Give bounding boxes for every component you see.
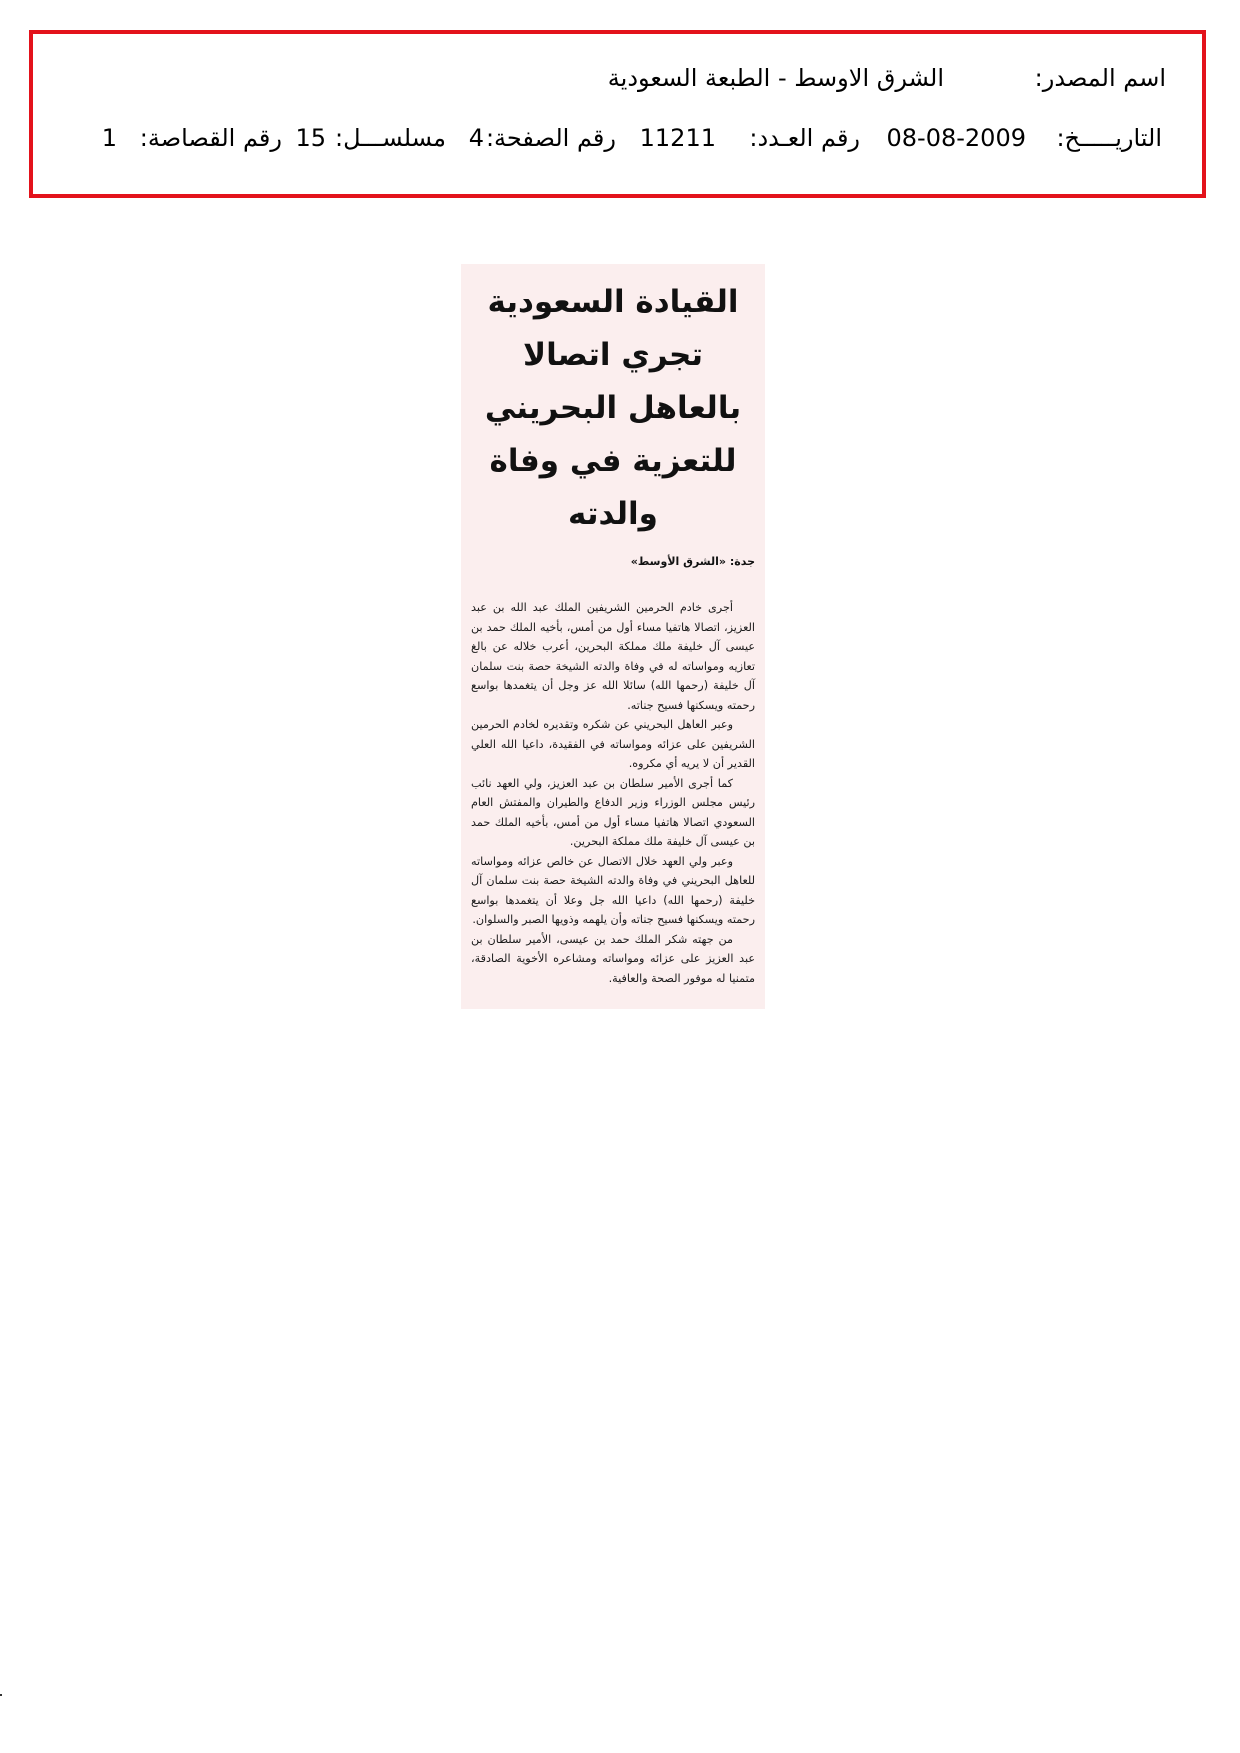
newspaper-clipping [461, 264, 765, 1009]
article-paragraph: وعبر العاهل البحريني عن شكره وتقديره لخادم الحرمين الشريفين على عزائه ومواساته في الفقيدة، داعيا الله العلي القدير أن لا يريه أي مكروه. [471, 718, 755, 770]
date-value: 08-08-2009 [886, 124, 1026, 152]
issue-value: 11211 [639, 124, 716, 152]
article-paragraph: وعبر ولي العهد خلال الاتصال عن خالص عزائه ومواساته للعاهل البحريني في وفاة والدته الشيخة حصة بنت سلمان آل خليفة (رحمها الله) داعيا الله جل وعلا أن يتغمدها بواسع رحمته ويسكنها فسيح جناته وأن يلهمه وذويها الصبر والسلوان. [471, 854, 755, 926]
page-label: رقم الصفحة: [485, 124, 616, 152]
article-paragraph: أجرى خادم الحرمين الشريفين الملك عبد الله بن عبد العزيز، اتصالا هاتفيا مساء أول من أمس، بأخيه الملك حمد بن عيسى آل خليفة ملك مملكة البحرين، أعرب خلاله عن بالغ تعازيه ومواساته له في وفاة والدته الشيخة حصة بنت سلمان آل خليفة (رحمها الله) سائلا الله عز وجل أن يتغمدها بواسع رحمته ويسكنها فسيح جناته. [471, 601, 755, 712]
article-paragraph: كما أجرى الأمير سلطان بن عبد العزيز، ولي العهد نائب رئيس مجلس الوزراء وزير الدفاع والطيران والمفتش العام السعودي اتصالا هاتفيا مساء أول من أمس، بأخيه الملك حمد بن عيسى آل خليفة ملك مملكة البحرين. [471, 776, 755, 848]
date-label: التاريـــــخ: [1056, 124, 1162, 152]
metadata-header [29, 30, 1206, 198]
article-dateline: جدة: «الشرق الأوسط» [630, 555, 755, 568]
serial-label: مسلســـل: [335, 124, 446, 152]
source-label: اسم المصدر: [1034, 64, 1166, 92]
clip-label: رقم القصاصة: [139, 124, 282, 152]
article-headline: القيادة السعودية تجري اتصالا بالعاهل البحريني للتعزية في وفاة والدته [484, 284, 742, 532]
source-value: الشرق الاوسط - الطبعة السعودية [607, 64, 944, 92]
clip-value: 1 [101, 124, 117, 152]
article-paragraph: من جهته شكر الملك حمد بن عيسى، الأمير سلطان بن عبد العزيز على عزائه ومواساته ومشاعره الأخوية الصادقة، متمنيا له موفور الصحة والعافية. [471, 932, 755, 985]
serial-value: 15 [295, 124, 326, 152]
details-row [33, 126, 1202, 156]
issue-label: رقم العـدد: [749, 124, 860, 152]
page-value: 4 [468, 124, 484, 152]
source-row [33, 66, 1202, 96]
scan-speck [0, 1694, 2, 1696]
